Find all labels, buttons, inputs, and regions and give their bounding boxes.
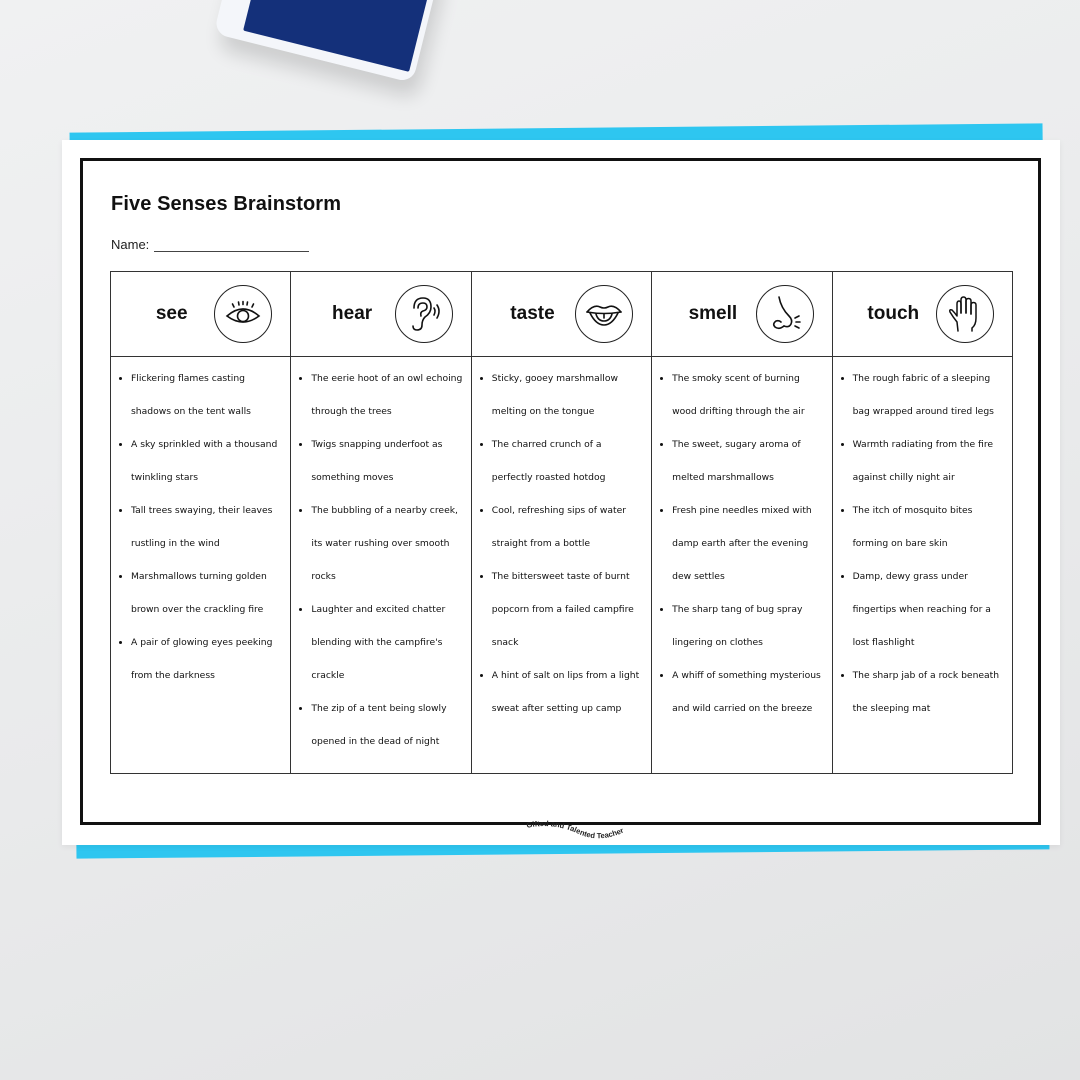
list-item: Flickering flames casting shadows on the tent walls	[121, 362, 284, 428]
list-item: The rough fabric of a sleeping bag wrapped around tired legs	[843, 362, 1006, 428]
column-label: hear	[332, 303, 373, 324]
column-header-smell	[652, 272, 832, 357]
column-label: touch	[867, 303, 920, 324]
list-item: The itch of mosquito bites forming on bare skin	[843, 494, 1006, 560]
column-header-hear	[291, 272, 471, 357]
list-item: Fresh pine needles mixed with damp earth after the evening dew settles	[662, 494, 825, 593]
name-blank-line[interactable]	[154, 239, 309, 252]
worksheet-border	[80, 158, 1041, 841]
column-label: smell	[688, 303, 738, 324]
column-header-touch	[832, 272, 1012, 357]
mouth-icon	[575, 285, 633, 343]
notebook-prop	[214, 0, 442, 83]
list-item: A sky sprinkled with a thousand twinkling stars	[121, 428, 284, 494]
nose-icon	[756, 285, 814, 343]
list-item: The charred crunch of a perfectly roasted hotdog	[482, 428, 645, 494]
name-label: Name:	[111, 237, 150, 252]
page-title: Five Senses Brainstorm	[111, 193, 342, 215]
column-label: taste	[510, 303, 555, 324]
column-see-items	[111, 357, 291, 774]
list-item: Damp, dewy grass under fingertips when reaching for a lost flashlight	[843, 560, 1006, 659]
list-item: The zip of a tent being slowly opened in the dead of night	[301, 692, 464, 758]
brand-logo	[523, 816, 643, 846]
list-item: A whiff of something mysterious and wild carried on the breeze	[662, 659, 825, 725]
column-header-taste	[471, 272, 651, 357]
list-item: A hint of salt on lips from a light sweat after setting up camp	[482, 659, 645, 725]
list-item: The sharp jab of a rock beneath the sleeping mat	[843, 659, 1006, 725]
hand-icon	[936, 285, 994, 343]
list-item: The sharp tang of bug spray lingering on clothes	[662, 593, 825, 659]
ear-icon	[395, 285, 453, 343]
list-item: The bittersweet taste of burnt popcorn from a failed campfire snack	[482, 560, 645, 659]
list-item: Twigs snapping underfoot as something moves	[301, 428, 464, 494]
column-hear-items	[291, 357, 471, 774]
list-item: Marshmallows turning golden brown over the crackling fire	[121, 560, 284, 626]
list-item: Sticky, gooey marshmallow melting on the tongue	[482, 362, 645, 428]
list-item: Laughter and excited chatter blending with the campfire's crackle	[301, 593, 464, 692]
notebook-cover	[243, 0, 436, 72]
column-label: see	[155, 303, 188, 324]
column-smell-items	[652, 357, 832, 774]
list-item: The sweet, sugary aroma of melted marshmallows	[662, 428, 825, 494]
list-item: The eerie hoot of an owl echoing through the trees	[301, 362, 464, 428]
list-item: The bubbling of a nearby creek, its water rushing over smooth rocks	[301, 494, 464, 593]
list-item: Tall trees swaying, their leaves rustling in the wind	[121, 494, 284, 560]
senses-table	[110, 271, 1013, 774]
worksheet-page	[62, 140, 1060, 845]
list-item: The smoky scent of burning wood drifting through the air	[662, 362, 825, 428]
column-taste-items	[471, 357, 651, 774]
list-item: A pair of glowing eyes peeking from the darkness	[121, 626, 284, 692]
column-header-see	[111, 272, 291, 357]
list-item: Cool, refreshing sips of water straight from a bottle	[482, 494, 645, 560]
list-item: Warmth radiating from the fire against chilly night air	[843, 428, 1006, 494]
brand-text: Gifted and Talented Teacher	[525, 818, 625, 841]
svg-text:Gifted and Talented Teacher	[526, 819, 625, 840]
column-touch-items	[832, 357, 1012, 774]
eye-icon	[214, 285, 272, 343]
name-field	[111, 237, 309, 252]
